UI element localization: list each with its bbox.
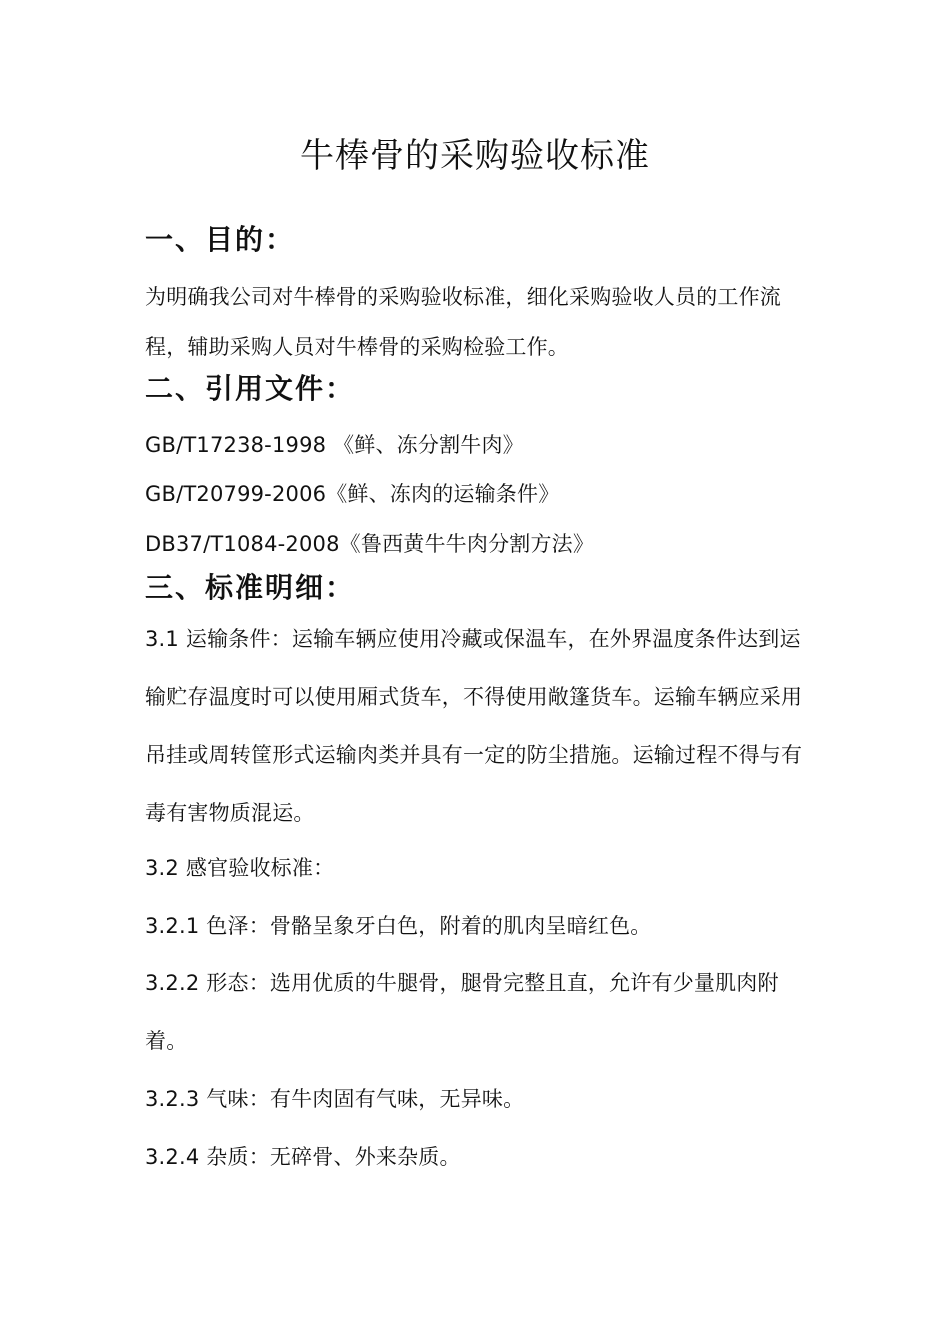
reference-item: GB/T20799-2006《鲜、冻肉的运输条件》 (145, 482, 560, 506)
reference-item: GB/T17238-1998 《鲜、冻分割牛肉》 (145, 433, 524, 457)
color-criterion: 3.2.1 色泽：骨骼呈象牙白色，附着的肌肉呈暗红色。 (145, 914, 652, 938)
section-heading-references: 二、引用文件： (145, 372, 356, 405)
section-heading-purpose: 一、目的： (145, 223, 296, 256)
purpose-paragraph: 为明确我公司对牛棒骨的采购验收标准，细化采购验收人员的工作流程，辅助采购人员对牛棒骨的采购检验工作。 (145, 285, 781, 359)
shape-criterion: 3.2.2 形态：选用优质的牛腿骨，腿骨完整且直，允许有少量肌肉附着。 (145, 971, 779, 1053)
document-title: 牛棒骨的采购验收标准 (300, 136, 650, 176)
sensory-standard-heading: 3.2 感官验收标准： (145, 856, 335, 880)
section-heading-standards: 三、标准明细： (145, 571, 356, 604)
odor-criterion: 3.2.3 气味：有牛肉固有气味，无异味。 (145, 1087, 525, 1111)
transport-conditions-paragraph: 3.1 运输条件：运输车辆应使用冷藏或保温车，在外界温度条件达到运输贮存温度时可以使用厢式货车，不得使用敞篷货车。运输车辆应采用吊挂或周转筐形式运输肉类并具有一定的防尘措施。运输过程不得与有毒有害物质混运。 (145, 627, 803, 825)
impurity-criterion: 3.2.4 杂质：无碎骨、外来杂质。 (145, 1145, 461, 1169)
reference-item: DB37/T1084-2008《鲁西黄牛牛肉分割方法》 (145, 532, 595, 556)
